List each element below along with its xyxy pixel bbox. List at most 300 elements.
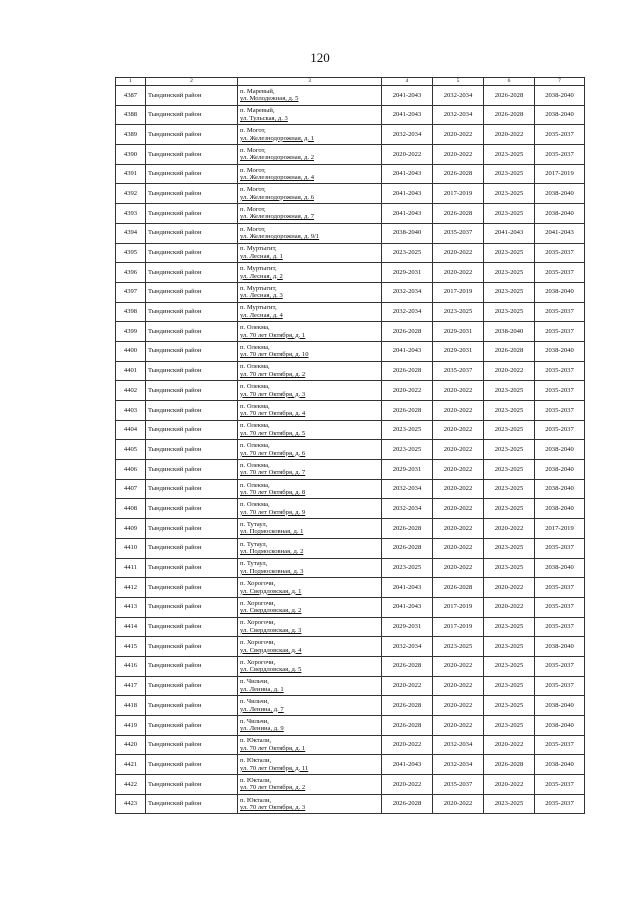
district-cell: Тындинский район	[146, 637, 238, 657]
period-3-cell: 2023-2025	[484, 381, 535, 401]
period-1-cell: 2041-2043	[382, 184, 433, 204]
period-4-cell: 2035-2037	[535, 302, 585, 322]
table-row	[116, 184, 585, 204]
period-3-cell: 2023-2025	[484, 263, 535, 283]
period-4-cell: 2038-2040	[535, 440, 585, 460]
row-number: 4394	[116, 223, 146, 243]
row-number: 4400	[116, 341, 146, 361]
period-3-cell: 2020-2022	[484, 361, 535, 381]
period-1-cell: 2032-2034	[382, 125, 433, 145]
settlement-text: п. Маревый,	[240, 107, 275, 115]
settlement-text: п. Муртыгит,	[240, 264, 277, 272]
address-cell	[238, 86, 382, 106]
table-body	[116, 86, 585, 814]
period-2-cell: 2020-2022	[433, 676, 484, 696]
settlement-text: п. Олекма,	[240, 481, 270, 489]
period-3-cell: 2020-2022	[484, 578, 535, 598]
period-1-cell: 2026-2028	[382, 401, 433, 421]
table-row	[116, 578, 585, 598]
settlement-text: п. Могот,	[240, 127, 266, 135]
district-cell: Тындинский район	[146, 578, 238, 598]
row-number: 4392	[116, 184, 146, 204]
address-cell	[238, 656, 382, 676]
period-2-cell: 2020-2022	[433, 656, 484, 676]
district-cell: Тындинский район	[146, 558, 238, 578]
settlement-text: п. Юктали,	[240, 796, 272, 804]
period-4-cell: 2038-2040	[535, 204, 585, 224]
period-3-cell: 2023-2025	[484, 716, 535, 736]
address-cell	[238, 578, 382, 598]
period-4-cell: 2035-2037	[535, 578, 585, 598]
period-4-cell: 2035-2037	[535, 538, 585, 558]
address-cell	[238, 243, 382, 263]
column-number-row	[116, 78, 585, 86]
period-1-cell: 2032-2034	[382, 302, 433, 322]
address-cell	[238, 164, 382, 184]
period-2-cell: 2020-2022	[433, 794, 484, 814]
address-cell	[238, 538, 382, 558]
table-header	[116, 78, 585, 86]
period-1-cell: 2023-2025	[382, 558, 433, 578]
period-3-cell: 2023-2025	[484, 676, 535, 696]
row-number: 4421	[116, 755, 146, 775]
table-row	[116, 460, 585, 480]
period-3-cell: 2023-2025	[484, 243, 535, 263]
row-number: 4413	[116, 597, 146, 617]
address-cell	[238, 263, 382, 283]
row-number: 4417	[116, 676, 146, 696]
period-4-cell: 2035-2037	[535, 381, 585, 401]
period-4-cell: 2038-2040	[535, 460, 585, 480]
period-3-cell: 2020-2022	[484, 597, 535, 617]
table-row	[116, 204, 585, 224]
address-cell	[238, 420, 382, 440]
address-cell	[238, 361, 382, 381]
address-cell	[238, 302, 382, 322]
row-number: 4422	[116, 775, 146, 795]
period-3-cell: 2023-2025	[484, 164, 535, 184]
district-cell: Тындинский район	[146, 164, 238, 184]
period-2-cell: 2029-2031	[433, 341, 484, 361]
district-cell: Тындинский район	[146, 538, 238, 558]
row-number: 4388	[116, 105, 146, 125]
address-cell	[238, 145, 382, 165]
period-3-cell: 2023-2025	[484, 794, 535, 814]
settlement-text: п. Могот,	[240, 205, 266, 213]
table-row	[116, 440, 585, 460]
row-number: 4391	[116, 164, 146, 184]
period-1-cell: 2026-2028	[382, 696, 433, 716]
table-row	[116, 794, 585, 814]
district-cell: Тындинский район	[146, 775, 238, 795]
period-1-cell: 2041-2043	[382, 597, 433, 617]
period-2-cell: 2026-2028	[433, 164, 484, 184]
column-header: 4	[382, 78, 433, 86]
address-cell	[238, 519, 382, 539]
period-2-cell: 2035-2037	[433, 223, 484, 243]
district-cell: Тындинский район	[146, 243, 238, 263]
row-number: 4403	[116, 401, 146, 421]
district-cell: Тындинский район	[146, 223, 238, 243]
row-number: 4423	[116, 794, 146, 814]
district-cell: Тындинский район	[146, 263, 238, 283]
address-cell	[238, 125, 382, 145]
table-row	[116, 597, 585, 617]
address-cell	[238, 499, 382, 519]
address-cell	[238, 322, 382, 342]
district-cell: Тындинский район	[146, 794, 238, 814]
period-2-cell: 2020-2022	[433, 696, 484, 716]
row-number: 4395	[116, 243, 146, 263]
row-number: 4390	[116, 145, 146, 165]
settlement-text: п. Могот,	[240, 225, 266, 233]
settlement-text: п. Олекма,	[240, 343, 270, 351]
district-cell: Тындинский район	[146, 125, 238, 145]
period-4-cell: 2017-2019	[535, 519, 585, 539]
column-header: 5	[433, 78, 484, 86]
address-cell	[238, 794, 382, 814]
address-cell	[238, 282, 382, 302]
table-row	[116, 538, 585, 558]
district-cell: Тындинский район	[146, 86, 238, 106]
table-row	[116, 164, 585, 184]
settlement-text: п. Тутаул,	[240, 540, 268, 548]
table-row	[116, 420, 585, 440]
period-2-cell: 2017-2019	[433, 617, 484, 637]
table-row	[116, 696, 585, 716]
period-1-cell: 2032-2034	[382, 499, 433, 519]
table-row	[116, 637, 585, 657]
street-text: ул. Молодежная, д. 5	[240, 95, 299, 103]
street-text: ул. Лесная, д. 3	[240, 292, 283, 300]
period-1-cell: 2041-2043	[382, 341, 433, 361]
street-text: ул. Железнодорожная, д. 9/1	[240, 233, 320, 241]
district-cell: Тындинский район	[146, 440, 238, 460]
period-3-cell: 2020-2022	[484, 735, 535, 755]
address-cell	[238, 696, 382, 716]
settlement-text: п. Олекма,	[240, 383, 270, 391]
period-3-cell: 2023-2025	[484, 460, 535, 480]
period-4-cell: 2038-2040	[535, 755, 585, 775]
period-4-cell: 2038-2040	[535, 696, 585, 716]
period-1-cell: 2029-2031	[382, 263, 433, 283]
period-1-cell: 2020-2022	[382, 381, 433, 401]
street-text: ул. Ленина, д. 1	[240, 685, 284, 693]
address-cell	[238, 223, 382, 243]
period-2-cell: 2020-2022	[433, 145, 484, 165]
street-text: ул. Железнодорожная, д. 7	[240, 213, 315, 221]
district-cell: Тындинский район	[146, 282, 238, 302]
period-4-cell: 2035-2037	[535, 775, 585, 795]
table-row	[116, 401, 585, 421]
period-3-cell: 2023-2025	[484, 184, 535, 204]
table-row	[116, 775, 585, 795]
row-number: 4410	[116, 538, 146, 558]
period-4-cell: 2038-2040	[535, 86, 585, 106]
period-1-cell: 2026-2028	[382, 519, 433, 539]
period-1-cell: 2023-2025	[382, 440, 433, 460]
district-cell: Тындинский район	[146, 322, 238, 342]
period-3-cell: 2023-2025	[484, 696, 535, 716]
row-number: 4412	[116, 578, 146, 598]
row-number: 4408	[116, 499, 146, 519]
settlement-text: п. Могот,	[240, 146, 266, 154]
period-3-cell: 2023-2025	[484, 637, 535, 657]
period-3-cell: 2020-2022	[484, 125, 535, 145]
address-cell	[238, 460, 382, 480]
period-3-cell: 2023-2025	[484, 499, 535, 519]
period-4-cell: 2041-2043	[535, 223, 585, 243]
table-row	[116, 617, 585, 637]
district-cell: Тындинский район	[146, 755, 238, 775]
period-2-cell: 2020-2022	[433, 538, 484, 558]
address-cell	[238, 637, 382, 657]
address-cell	[238, 105, 382, 125]
period-4-cell: 2035-2037	[535, 735, 585, 755]
street-text: ул. Железнодорожная, д. 1	[240, 134, 315, 142]
period-2-cell: 2020-2022	[433, 381, 484, 401]
period-1-cell: 2026-2028	[382, 361, 433, 381]
district-cell: Тындинский район	[146, 204, 238, 224]
street-text: ул. Ленина, д. 9	[240, 725, 284, 733]
district-cell: Тындинский район	[146, 184, 238, 204]
row-number: 4402	[116, 381, 146, 401]
period-4-cell: 2038-2040	[535, 184, 585, 204]
period-2-cell: 2020-2022	[433, 460, 484, 480]
table-row	[116, 302, 585, 322]
address-cell	[238, 184, 382, 204]
row-number: 4389	[116, 125, 146, 145]
period-1-cell: 2020-2022	[382, 145, 433, 165]
period-2-cell: 2017-2019	[433, 282, 484, 302]
period-2-cell: 2026-2028	[433, 204, 484, 224]
settlement-text: п. Муртыгит,	[240, 304, 277, 312]
period-2-cell: 2023-2025	[433, 302, 484, 322]
table-row	[116, 479, 585, 499]
row-number: 4416	[116, 656, 146, 676]
district-cell: Тындинский район	[146, 499, 238, 519]
district-cell: Тындинский район	[146, 676, 238, 696]
page-number: 120	[310, 50, 330, 65]
column-header: 2	[146, 78, 238, 86]
period-4-cell: 2035-2037	[535, 125, 585, 145]
district-cell: Тындинский район	[146, 341, 238, 361]
district-cell: Тындинский район	[146, 716, 238, 736]
settlement-text: п. Олекма,	[240, 422, 270, 430]
row-number: 4409	[116, 519, 146, 539]
period-2-cell: 2020-2022	[433, 420, 484, 440]
period-2-cell: 2032-2034	[433, 86, 484, 106]
period-1-cell: 2029-2031	[382, 460, 433, 480]
period-2-cell: 2020-2022	[433, 263, 484, 283]
table-row	[116, 361, 585, 381]
street-text: ул. 70 лет Октября, д. 7	[240, 469, 306, 477]
street-text: ул. Свердловская, д. 4	[240, 646, 302, 654]
street-text: ул. 70 лет Октября, д. 2	[240, 784, 306, 792]
address-cell	[238, 440, 382, 460]
period-4-cell: 2035-2037	[535, 322, 585, 342]
column-header: 7	[535, 78, 585, 86]
period-1-cell: 2020-2022	[382, 775, 433, 795]
period-2-cell: 2020-2022	[433, 558, 484, 578]
column-header: 6	[484, 78, 535, 86]
settlement-text: п. Чильчи,	[240, 717, 269, 725]
table-row	[116, 656, 585, 676]
period-3-cell: 2026-2028	[484, 105, 535, 125]
table-row	[116, 676, 585, 696]
street-text: ул. Лесная, д. 4	[240, 311, 283, 319]
row-number: 4411	[116, 558, 146, 578]
address-cell	[238, 597, 382, 617]
settlement-text: п. Хорогочи,	[240, 619, 276, 627]
period-3-cell: 2023-2025	[484, 656, 535, 676]
row-number: 4393	[116, 204, 146, 224]
district-cell: Тындинский район	[146, 479, 238, 499]
period-3-cell: 2020-2022	[484, 519, 535, 539]
row-number: 4414	[116, 617, 146, 637]
district-cell: Тындинский район	[146, 381, 238, 401]
period-1-cell: 2032-2034	[382, 637, 433, 657]
street-text: ул. 70 лет Октября, д. 8	[240, 489, 306, 497]
address-cell	[238, 676, 382, 696]
street-text: ул. Свердловская, д. 5	[240, 666, 302, 674]
table-row	[116, 105, 585, 125]
period-2-cell: 2026-2028	[433, 578, 484, 598]
period-2-cell: 2020-2022	[433, 716, 484, 736]
district-cell: Тындинский район	[146, 401, 238, 421]
row-number: 4407	[116, 479, 146, 499]
period-3-cell: 2023-2025	[484, 440, 535, 460]
address-cell	[238, 755, 382, 775]
settlement-text: п. Юктали,	[240, 757, 272, 765]
address-cell	[238, 716, 382, 736]
address-cell	[238, 558, 382, 578]
settlement-text: п. Тутаул,	[240, 560, 268, 568]
period-2-cell: 2023-2025	[433, 637, 484, 657]
settlement-text: п. Чильчи,	[240, 678, 269, 686]
street-text: ул. Ленина, д. 7	[240, 705, 284, 713]
street-text: ул. 70 лет Октября, д. 6	[240, 449, 306, 457]
row-number: 4397	[116, 282, 146, 302]
period-2-cell: 2035-2037	[433, 775, 484, 795]
street-text: ул. Железнодорожная, д. 2	[240, 154, 315, 162]
table-row	[116, 263, 585, 283]
period-2-cell: 2032-2034	[433, 105, 484, 125]
district-cell: Тындинский район	[146, 420, 238, 440]
settlement-text: п. Муртыгит,	[240, 245, 277, 253]
street-text: ул. 70 лет Октября, д. 3	[240, 804, 306, 812]
settlement-text: п. Олекма,	[240, 324, 270, 332]
table-row	[116, 223, 585, 243]
period-4-cell: 2035-2037	[535, 420, 585, 440]
street-text: ул. Свердловская, д. 2	[240, 607, 302, 615]
period-4-cell: 2035-2037	[535, 361, 585, 381]
period-1-cell: 2041-2043	[382, 164, 433, 184]
table-row	[116, 322, 585, 342]
street-text: ул. 70 лет Октября, д. 10	[240, 351, 309, 359]
street-text: ул. 70 лет Октября, д. 4	[240, 410, 306, 418]
district-cell: Тындинский район	[146, 617, 238, 637]
period-4-cell: 2035-2037	[535, 263, 585, 283]
row-number: 4401	[116, 361, 146, 381]
period-1-cell: 2026-2028	[382, 538, 433, 558]
period-2-cell: 2032-2034	[433, 735, 484, 755]
table-row	[116, 519, 585, 539]
row-number: 4418	[116, 696, 146, 716]
period-3-cell: 2023-2025	[484, 302, 535, 322]
settlement-text: п. Олекма,	[240, 402, 270, 410]
table-row	[116, 243, 585, 263]
street-text: ул. Подмосковная, д. 3	[240, 567, 304, 575]
district-cell: Тындинский район	[146, 145, 238, 165]
row-number: 4396	[116, 263, 146, 283]
table-row	[116, 125, 585, 145]
period-3-cell: 2023-2025	[484, 617, 535, 637]
street-text: ул. 70 лет Октября, д. 9	[240, 508, 306, 516]
period-3-cell: 2038-2040	[484, 322, 535, 342]
row-number: 4387	[116, 86, 146, 106]
street-text: ул. Железнодорожная, д. 6	[240, 193, 315, 201]
row-number: 4405	[116, 440, 146, 460]
row-number: 4404	[116, 420, 146, 440]
table-row	[116, 341, 585, 361]
row-number: 4406	[116, 460, 146, 480]
settlement-text: п. Муртыгит,	[240, 284, 277, 292]
settlement-text: п. Олекма,	[240, 363, 270, 371]
table-row	[116, 145, 585, 165]
period-1-cell: 2041-2043	[382, 86, 433, 106]
period-4-cell: 2035-2037	[535, 243, 585, 263]
period-1-cell: 2023-2025	[382, 420, 433, 440]
period-4-cell: 2038-2040	[535, 558, 585, 578]
district-cell: Тындинский район	[146, 302, 238, 322]
row-number: 4415	[116, 637, 146, 657]
street-text: ул. 70 лет Октября, д. 5	[240, 430, 306, 438]
period-4-cell: 2035-2037	[535, 656, 585, 676]
period-1-cell: 2026-2028	[382, 794, 433, 814]
table-row	[116, 282, 585, 302]
settlement-text: п. Олекма,	[240, 442, 270, 450]
settlement-text: п. Маревый,	[240, 87, 275, 95]
period-2-cell: 2035-2037	[433, 361, 484, 381]
row-number: 4419	[116, 716, 146, 736]
table-row	[116, 86, 585, 106]
settlement-text: п. Чильчи,	[240, 698, 269, 706]
settlement-text: п. Хорогочи,	[240, 639, 276, 647]
address-cell	[238, 735, 382, 755]
street-text: ул. 70 лет Октября, д. 11	[240, 764, 309, 772]
period-1-cell: 2032-2034	[382, 479, 433, 499]
settlement-text: п. Олекма,	[240, 501, 270, 509]
street-text: ул. 70 лет Октября, д. 1	[240, 331, 306, 339]
period-3-cell: 2023-2025	[484, 145, 535, 165]
district-cell: Тындинский район	[146, 656, 238, 676]
period-3-cell: 2026-2028	[484, 755, 535, 775]
street-text: ул. Подмосковная, д. 1	[240, 528, 304, 536]
period-2-cell: 2020-2022	[433, 479, 484, 499]
table-row	[116, 716, 585, 736]
street-text: ул. Тульская, д. 3	[240, 115, 288, 123]
period-4-cell: 2035-2037	[535, 794, 585, 814]
settlement-text: п. Хорогочи,	[240, 658, 276, 666]
district-cell: Тындинский район	[146, 361, 238, 381]
district-cell: Тындинский район	[146, 597, 238, 617]
period-2-cell: 2017-2019	[433, 184, 484, 204]
period-1-cell: 2041-2043	[382, 578, 433, 598]
period-3-cell: 2023-2025	[484, 401, 535, 421]
row-number: 4398	[116, 302, 146, 322]
period-2-cell: 2029-2031	[433, 322, 484, 342]
